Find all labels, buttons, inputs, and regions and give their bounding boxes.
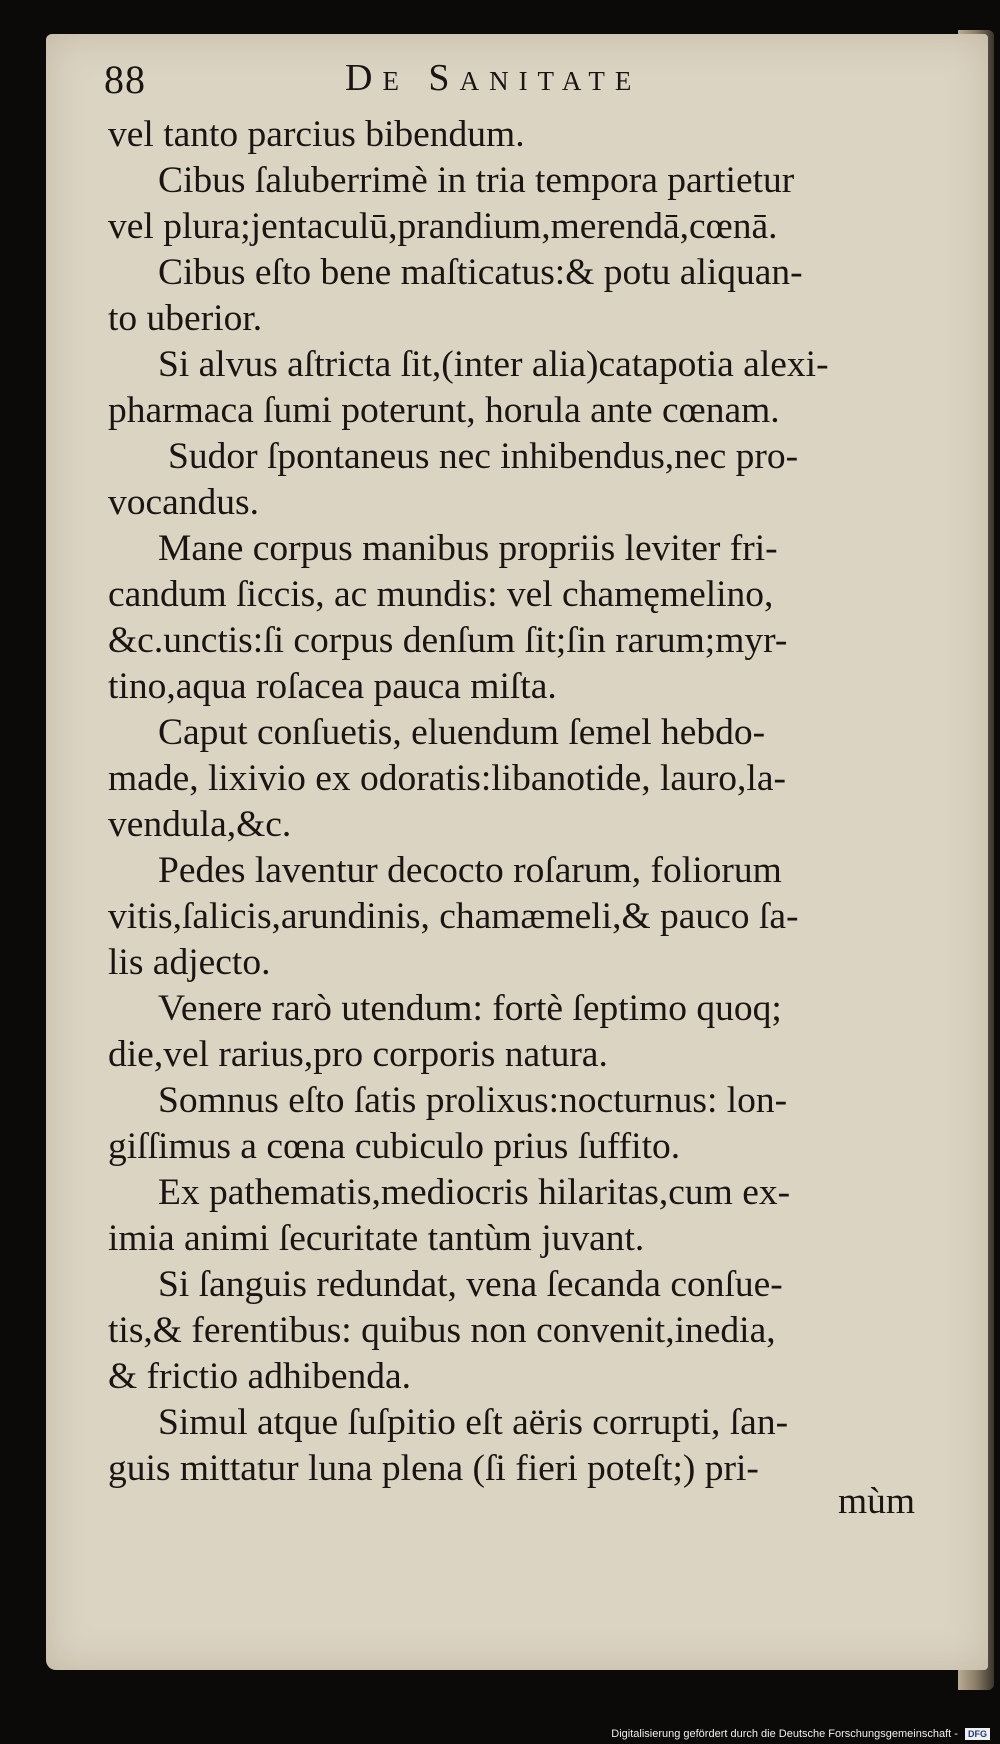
- text-line: Si ſanguis redundat, vena ſecanda conſue-: [158, 1264, 783, 1305]
- text-line: giſſimus a cœna cubiculo prius ſuffito.: [108, 1126, 681, 1167]
- text-line: Ex pathematis,mediocris hilaritas,cum ex-: [158, 1172, 791, 1213]
- text-line: guis mittatur luna plena (ſi fieri poteſt;) pri-: [108, 1448, 759, 1489]
- dfg-logo: DFG: [965, 1728, 990, 1740]
- text-line: die,vel rarius,pro corporis natura.: [108, 1034, 608, 1075]
- running-title: De Sanitate: [345, 57, 642, 99]
- text-line: Cibus ſaluberrimè in tria tempora partietur: [158, 160, 795, 201]
- text-line: imia animi ſecuritate tantùm juvant.: [108, 1218, 645, 1259]
- text-line: made, lixivio ex odoratis:libanotide, lauro,la-: [108, 758, 786, 799]
- text-line: Somnus eſto ſatis prolixus:nocturnus: lon-: [158, 1080, 788, 1121]
- text-line: Cibus eſto bene maſticatus:& potu aliquan-: [158, 252, 803, 293]
- text-line: vel tanto parcius bibendum.: [108, 114, 525, 155]
- text-line: Caput conſuetis, eluendum ſemel hebdo-: [158, 712, 766, 753]
- text-line: lis adjecto.: [108, 942, 271, 983]
- text-line: pharmaca ſumi poterunt, horula ante cœnam.: [108, 390, 780, 431]
- text-line: to uberior.: [108, 298, 263, 339]
- text-line: vocandus.: [108, 482, 260, 523]
- text-line: vitis,ſalicis,arundinis, chamæmeli,& pauco ſa-: [108, 896, 799, 937]
- page-number: 88: [104, 57, 146, 102]
- text-line: Pedes laventur decocto roſarum, foliorum: [158, 850, 782, 891]
- page-header: [0, 56, 1000, 106]
- text-line: Si alvus aſtricta ſit,(inter alia)catapotia alexi-: [158, 344, 829, 385]
- text-line: &c.unctis:ſi corpus denſum ſit;ſin rarum;myr-: [108, 620, 788, 661]
- text-line: vel plura;jentaculū,prandium,merendā,cœnā.: [108, 206, 778, 247]
- text-line: vendula,&c.: [108, 804, 292, 845]
- text-line: candum ſiccis, ac mundis: vel chamęmelino,: [108, 574, 774, 615]
- body-text: [108, 112, 904, 1492]
- text-line: & frictio adhibenda.: [108, 1356, 412, 1397]
- digitization-credit: [0, 1724, 1000, 1744]
- credit-text: Digitalisierung gefördert durch die Deutsche Forschungsgemeinschaft -: [611, 1728, 958, 1740]
- text-line: tis,& ferentibus: quibus non convenit,inedia,: [108, 1310, 776, 1351]
- catchword: mùm: [838, 1481, 916, 1522]
- text-line: Simul atque ſuſpitio eſt aëris corrupti, ſan-: [158, 1402, 789, 1443]
- text-line: Mane corpus manibus propriis leviter fri-: [158, 528, 778, 569]
- text-line: tino,aqua roſacea pauca miſta.: [108, 666, 557, 707]
- text-line: Sudor ſpontaneus nec inhibendus,nec pro-: [168, 436, 799, 477]
- text-line: Venere rarò utendum: fortè ſeptimo quoq;: [158, 988, 782, 1029]
